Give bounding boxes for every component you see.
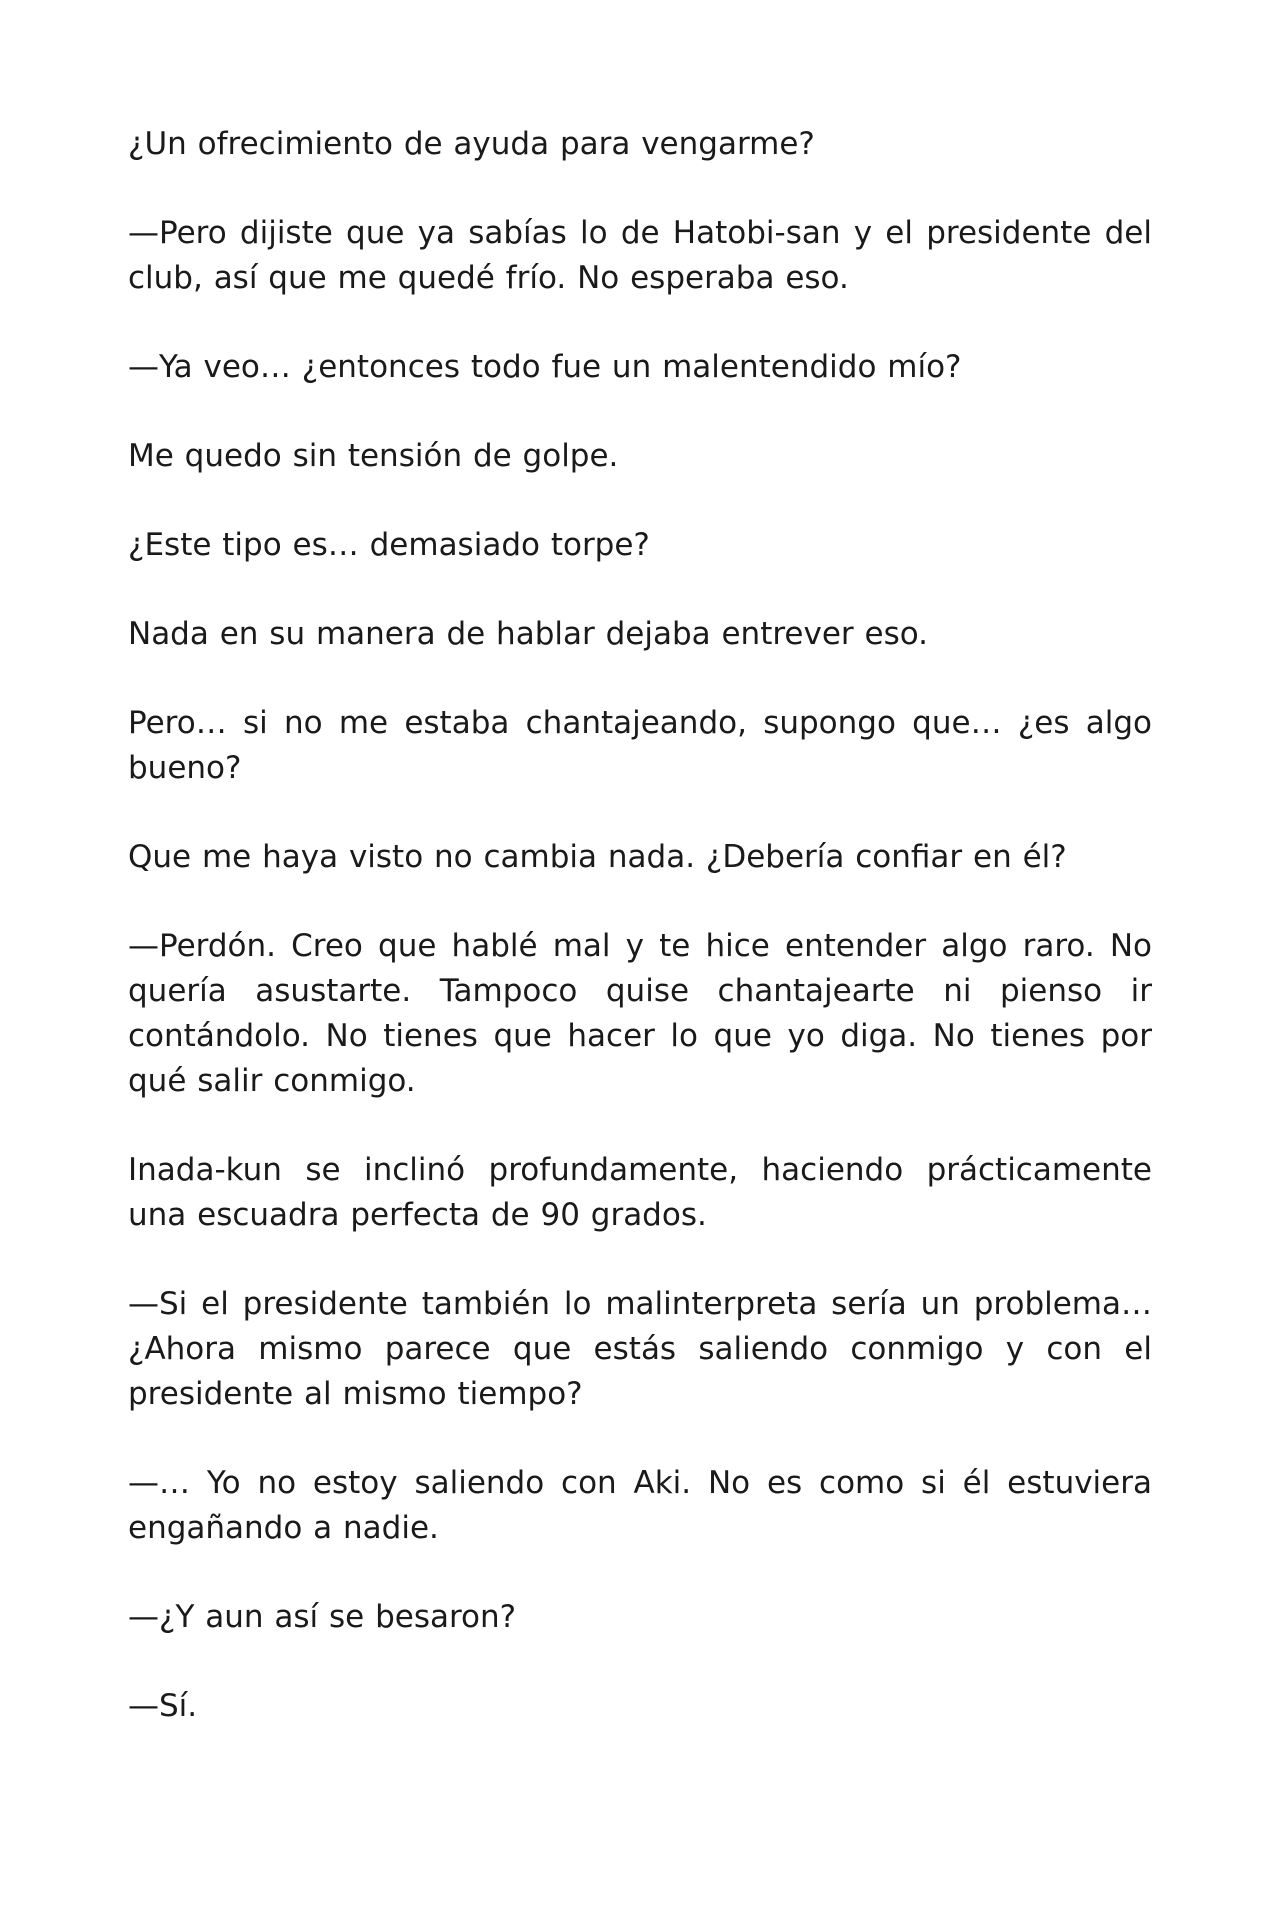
paragraph-8: Que me haya visto no cambia nada. ¿Debería confiar en él? — [128, 839, 1067, 875]
paragraph-6: Nada en su manera de hablar dejaba entrever eso. — [128, 616, 928, 652]
paragraph-14: —Sí. — [128, 1688, 198, 1724]
paragraph-3: —Ya veo… ¿entonces todo fue un malentendido mío? — [128, 349, 962, 385]
paragraph-5: ¿Este tipo es… demasiado torpe? — [128, 527, 650, 563]
paragraph-7: Pero… si no me estaba chantajeando, supongo que… ¿es algo bueno? — [128, 705, 1152, 786]
paragraph-13: —¿Y aun así se besaron? — [128, 1599, 517, 1635]
document-page — [128, 122, 1152, 1773]
paragraph-9: —Perdón. Creo que hablé mal y te hice entender algo raro. No quería asustarte. Tampoco quise chantajearte ni pienso ir contándolo. No tienes que hacer lo que yo diga. No tienes por qué salir conmigo. — [128, 928, 1152, 1099]
paragraph-2: —Pero dijiste que ya sabías lo de Hatobi-san y el presidente del club, así que me quedé frío. No esperaba eso. — [128, 215, 1152, 296]
paragraph-4: Me quedo sin tensión de golpe. — [128, 438, 619, 474]
paragraph-12: —… Yo no estoy saliendo con Aki. No es como si él estuviera engañando a nadie. — [128, 1465, 1152, 1546]
paragraph-11: —Si el presidente también lo malinterpreta sería un problema… ¿Ahora mismo parece que estás saliendo conmigo y con el presidente al mismo tiempo? — [128, 1286, 1152, 1412]
paragraph-10: Inada-kun se inclinó profundamente, haciendo prácticamente una escuadra perfecta de 90 grados. — [128, 1152, 1152, 1233]
paragraph-1: ¿Un ofrecimiento de ayuda para vengarme? — [128, 126, 815, 162]
